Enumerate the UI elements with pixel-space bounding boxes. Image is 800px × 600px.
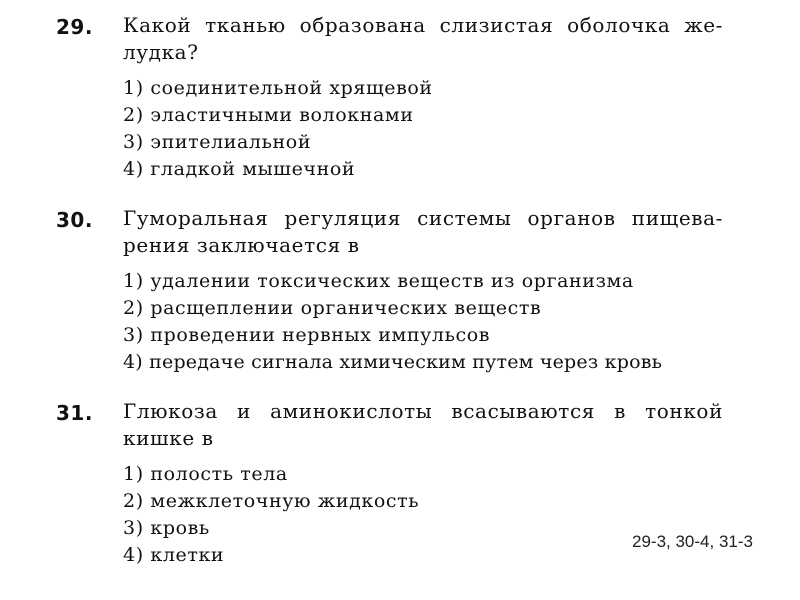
answer-option: 4) клетки bbox=[123, 544, 225, 566]
answer-options bbox=[123, 75, 746, 183]
question-text bbox=[123, 12, 723, 66]
answer-option: 1) удалении токсических веществ из организма bbox=[123, 270, 634, 292]
answer-option: 3) проведении нервных импульсов bbox=[123, 324, 491, 346]
question-29 bbox=[56, 12, 746, 183]
answer-option: 4) гладкой мышечной bbox=[123, 158, 356, 180]
question-text bbox=[123, 205, 723, 259]
answer-option: 2) межклеточную жидкость bbox=[123, 490, 420, 512]
question-text-line: Какой тканью образована слизистая оболочка же- bbox=[123, 13, 723, 37]
answer-option: 2) расщеплении органических веществ bbox=[123, 297, 542, 319]
question-30 bbox=[56, 205, 746, 376]
question-text-line: рения заключается в bbox=[123, 233, 360, 257]
question-text-line: Гуморальная регуляция системы органов пищева- bbox=[123, 206, 723, 230]
question-text bbox=[123, 398, 723, 452]
answer-option: 3) кровь bbox=[123, 517, 210, 539]
answer-option: 1) соединительной хрящевой bbox=[123, 77, 433, 99]
question-text-line: Глюкоза и аминокислоты всасываются в тонкой bbox=[123, 399, 723, 423]
answer-option: 2) эластичными волокнами bbox=[123, 104, 414, 126]
question-number: 29. bbox=[56, 15, 93, 39]
question-text-line: лудка? bbox=[123, 40, 199, 64]
answer-options bbox=[123, 268, 746, 376]
question-number: 30. bbox=[56, 208, 93, 232]
question-number: 31. bbox=[56, 401, 93, 425]
answer-option: 4) передаче сигнала химическим путем через кровь bbox=[123, 351, 663, 373]
answer-option: 3) эпителиальной bbox=[123, 131, 312, 153]
answer-key: 29-3, 30-4, 31-3 bbox=[632, 532, 753, 551]
answer-option: 1) полость тела bbox=[123, 463, 288, 485]
question-text-line: кишке в bbox=[123, 426, 214, 450]
